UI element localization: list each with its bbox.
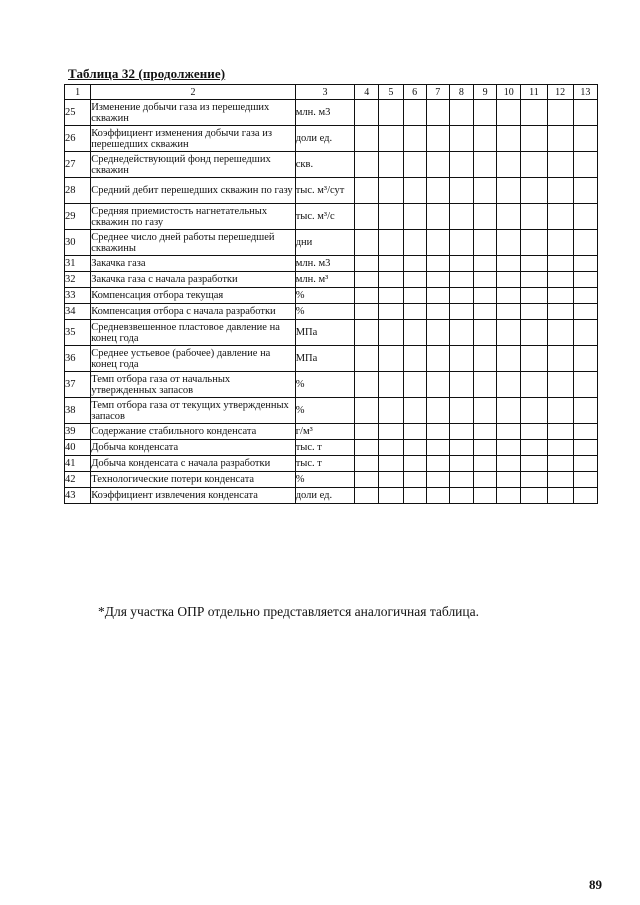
empty-cell <box>547 152 573 178</box>
empty-cell <box>426 100 449 126</box>
empty-cell <box>426 346 449 372</box>
row-name: Технологические потери конденсата <box>91 472 296 488</box>
empty-cell <box>497 424 521 440</box>
table-row <box>65 152 598 178</box>
empty-cell <box>403 398 426 424</box>
empty-cell <box>547 456 573 472</box>
empty-cell <box>449 230 473 256</box>
empty-cell <box>449 456 473 472</box>
empty-cell <box>474 288 497 304</box>
empty-cell <box>403 230 426 256</box>
empty-cell <box>521 398 547 424</box>
row-name: Добыча конденсата <box>91 440 296 456</box>
empty-cell <box>474 100 497 126</box>
empty-cell <box>355 346 379 372</box>
empty-cell <box>474 152 497 178</box>
header-cell: 12 <box>547 85 573 100</box>
row-unit: млн. м³ <box>295 272 354 288</box>
empty-cell <box>547 230 573 256</box>
empty-cell <box>355 204 379 230</box>
row-unit: дни <box>295 230 354 256</box>
empty-cell <box>547 100 573 126</box>
empty-cell <box>573 178 597 204</box>
empty-cell <box>403 456 426 472</box>
empty-cell <box>497 488 521 504</box>
table-row <box>65 372 598 398</box>
row-name: Коэффициент извлечения конденсата <box>91 488 296 504</box>
empty-cell <box>497 152 521 178</box>
row-number: 43 <box>65 488 91 504</box>
header-cell: 9 <box>474 85 497 100</box>
header-cell: 10 <box>497 85 521 100</box>
empty-cell <box>403 256 426 272</box>
row-number: 28 <box>65 178 91 204</box>
empty-cell <box>547 372 573 398</box>
row-name: Закачка газа с начала разработки <box>91 272 296 288</box>
header-cell: 5 <box>379 85 403 100</box>
empty-cell <box>355 488 379 504</box>
row-unit: доли ед. <box>295 488 354 504</box>
empty-cell <box>355 440 379 456</box>
table-row <box>65 398 598 424</box>
header-row <box>65 85 598 100</box>
empty-cell <box>426 372 449 398</box>
empty-cell <box>521 456 547 472</box>
empty-cell <box>497 256 521 272</box>
empty-cell <box>426 126 449 152</box>
row-name: Среднедействующий фонд перешедших скважин <box>91 152 296 178</box>
empty-cell <box>379 178 403 204</box>
empty-cell <box>449 346 473 372</box>
empty-cell <box>449 288 473 304</box>
empty-cell <box>403 304 426 320</box>
header-cell: 6 <box>403 85 426 100</box>
empty-cell <box>449 178 473 204</box>
empty-cell <box>573 152 597 178</box>
empty-cell <box>379 346 403 372</box>
header-cell: 8 <box>449 85 473 100</box>
row-unit: МПа <box>295 346 354 372</box>
empty-cell <box>474 488 497 504</box>
row-number: 27 <box>65 152 91 178</box>
empty-cell <box>521 320 547 346</box>
empty-cell <box>379 272 403 288</box>
empty-cell <box>573 288 597 304</box>
empty-cell <box>379 456 403 472</box>
empty-cell <box>497 346 521 372</box>
row-name: Компенсация отбора с начала разработки <box>91 304 296 320</box>
page-number: 89 <box>589 877 602 892</box>
empty-cell <box>573 424 597 440</box>
empty-cell <box>379 424 403 440</box>
empty-cell <box>426 204 449 230</box>
empty-cell <box>426 488 449 504</box>
empty-cell <box>497 100 521 126</box>
empty-cell <box>426 304 449 320</box>
empty-cell <box>449 152 473 178</box>
empty-cell <box>474 424 497 440</box>
empty-cell <box>426 256 449 272</box>
empty-cell <box>521 272 547 288</box>
footnote: *Для участка ОПР отдельно представляется аналогичная таблица. <box>98 604 479 619</box>
empty-cell <box>403 346 426 372</box>
empty-cell <box>547 304 573 320</box>
empty-cell <box>355 230 379 256</box>
empty-cell <box>379 472 403 488</box>
row-number: 32 <box>65 272 91 288</box>
empty-cell <box>474 372 497 398</box>
empty-cell <box>403 288 426 304</box>
row-name: Темп отбора газа от текущих утвержденных запасов <box>91 398 296 424</box>
empty-cell <box>497 320 521 346</box>
table-row <box>65 204 598 230</box>
empty-cell <box>521 288 547 304</box>
empty-cell <box>547 320 573 346</box>
empty-cell <box>547 288 573 304</box>
row-name: Средневзвешенное пластовое давление на конец года <box>91 320 296 346</box>
empty-cell <box>521 126 547 152</box>
empty-cell <box>521 372 547 398</box>
empty-cell <box>379 256 403 272</box>
row-unit: млн. м3 <box>295 256 354 272</box>
row-number: 31 <box>65 256 91 272</box>
row-unit: % <box>295 398 354 424</box>
row-unit: тыс. т <box>295 456 354 472</box>
empty-cell <box>426 440 449 456</box>
empty-cell <box>521 488 547 504</box>
empty-cell <box>355 256 379 272</box>
empty-cell <box>449 272 473 288</box>
empty-cell <box>379 440 403 456</box>
empty-cell <box>449 204 473 230</box>
empty-cell <box>355 424 379 440</box>
empty-cell <box>547 424 573 440</box>
header-cell: 11 <box>521 85 547 100</box>
empty-cell <box>547 256 573 272</box>
empty-cell <box>355 398 379 424</box>
table-body <box>65 100 598 504</box>
empty-cell <box>521 440 547 456</box>
empty-cell <box>426 152 449 178</box>
row-unit: % <box>295 472 354 488</box>
empty-cell <box>355 288 379 304</box>
header-cell: 2 <box>91 85 296 100</box>
empty-cell <box>474 126 497 152</box>
empty-cell <box>474 204 497 230</box>
row-unit: % <box>295 288 354 304</box>
table-row <box>65 456 598 472</box>
empty-cell <box>449 304 473 320</box>
table-row <box>65 346 598 372</box>
row-number: 41 <box>65 456 91 472</box>
table-row <box>65 178 598 204</box>
row-unit: МПа <box>295 320 354 346</box>
empty-cell <box>521 152 547 178</box>
empty-cell <box>547 488 573 504</box>
row-unit: доли ед. <box>295 126 354 152</box>
empty-cell <box>403 424 426 440</box>
empty-cell <box>521 230 547 256</box>
empty-cell <box>449 372 473 398</box>
empty-cell <box>449 488 473 504</box>
empty-cell <box>379 230 403 256</box>
row-number: 35 <box>65 320 91 346</box>
row-name: Средняя приемистость нагнетательных скважин по газу <box>91 204 296 230</box>
empty-cell <box>355 304 379 320</box>
table-row <box>65 304 598 320</box>
table-row <box>65 320 598 346</box>
empty-cell <box>521 256 547 272</box>
empty-cell <box>521 178 547 204</box>
row-name: Компенсация отбора текущая <box>91 288 296 304</box>
row-number: 26 <box>65 126 91 152</box>
empty-cell <box>547 472 573 488</box>
empty-cell <box>449 440 473 456</box>
empty-cell <box>573 488 597 504</box>
empty-cell <box>497 126 521 152</box>
empty-cell <box>497 440 521 456</box>
row-number: 36 <box>65 346 91 372</box>
row-number: 25 <box>65 100 91 126</box>
empty-cell <box>355 456 379 472</box>
row-name: Добыча конденсата с начала разработки <box>91 456 296 472</box>
empty-cell <box>355 272 379 288</box>
empty-cell <box>547 398 573 424</box>
row-number: 39 <box>65 424 91 440</box>
header-cell: 7 <box>426 85 449 100</box>
table-title: Таблица 32 (продолжение) <box>68 66 226 81</box>
empty-cell <box>449 126 473 152</box>
empty-cell <box>355 152 379 178</box>
empty-cell <box>355 126 379 152</box>
header-cell: 1 <box>65 85 91 100</box>
row-name: Закачка газа <box>91 256 296 272</box>
empty-cell <box>449 398 473 424</box>
empty-cell <box>547 178 573 204</box>
empty-cell <box>403 488 426 504</box>
table-row <box>65 472 598 488</box>
empty-cell <box>497 204 521 230</box>
empty-cell <box>449 472 473 488</box>
empty-cell <box>521 424 547 440</box>
empty-cell <box>403 126 426 152</box>
empty-cell <box>403 372 426 398</box>
empty-cell <box>573 456 597 472</box>
table-row <box>65 288 598 304</box>
empty-cell <box>521 100 547 126</box>
empty-cell <box>426 230 449 256</box>
empty-cell <box>474 256 497 272</box>
empty-cell <box>355 472 379 488</box>
table-row <box>65 272 598 288</box>
empty-cell <box>547 272 573 288</box>
empty-cell <box>573 320 597 346</box>
data-table <box>64 84 598 504</box>
empty-cell <box>403 440 426 456</box>
empty-cell <box>521 346 547 372</box>
empty-cell <box>426 320 449 346</box>
row-unit: тыс. м³/с <box>295 204 354 230</box>
row-name: Коэффициент изменения добычи газа из перешедших скважин <box>91 126 296 152</box>
empty-cell <box>573 304 597 320</box>
table-row <box>65 126 598 152</box>
empty-cell <box>379 126 403 152</box>
empty-cell <box>379 320 403 346</box>
empty-cell <box>379 304 403 320</box>
table-row <box>65 424 598 440</box>
empty-cell <box>474 272 497 288</box>
empty-cell <box>497 456 521 472</box>
empty-cell <box>426 424 449 440</box>
row-name: Среднее число дней работы перешедшей скважины <box>91 230 296 256</box>
empty-cell <box>379 372 403 398</box>
empty-cell <box>573 204 597 230</box>
row-name: Средний дебит перешедших скважин по газу <box>91 178 296 204</box>
row-unit: тыс. м³/сут <box>295 178 354 204</box>
empty-cell <box>497 398 521 424</box>
table-row <box>65 100 598 126</box>
empty-cell <box>497 472 521 488</box>
row-number: 38 <box>65 398 91 424</box>
row-unit: г/м³ <box>295 424 354 440</box>
empty-cell <box>426 472 449 488</box>
empty-cell <box>355 178 379 204</box>
row-name: Содержание стабильного конденсата <box>91 424 296 440</box>
table-row <box>65 256 598 272</box>
empty-cell <box>474 440 497 456</box>
empty-cell <box>403 152 426 178</box>
empty-cell <box>403 100 426 126</box>
empty-cell <box>573 100 597 126</box>
header-cell: 13 <box>573 85 597 100</box>
row-unit: % <box>295 372 354 398</box>
empty-cell <box>474 304 497 320</box>
empty-cell <box>426 272 449 288</box>
empty-cell <box>426 178 449 204</box>
row-number: 30 <box>65 230 91 256</box>
empty-cell <box>379 288 403 304</box>
row-number: 29 <box>65 204 91 230</box>
empty-cell <box>547 346 573 372</box>
empty-cell <box>403 320 426 346</box>
empty-cell <box>573 272 597 288</box>
empty-cell <box>547 440 573 456</box>
row-name: Среднее устьевое (рабочее) давление на конец года <box>91 346 296 372</box>
empty-cell <box>449 320 473 346</box>
row-number: 40 <box>65 440 91 456</box>
empty-cell <box>573 256 597 272</box>
header-cell: 4 <box>355 85 379 100</box>
row-number: 42 <box>65 472 91 488</box>
empty-cell <box>547 204 573 230</box>
row-unit: тыс. т <box>295 440 354 456</box>
empty-cell <box>474 456 497 472</box>
empty-cell <box>403 472 426 488</box>
empty-cell <box>573 230 597 256</box>
row-name: Изменение добычи газа из перешедших скважин <box>91 100 296 126</box>
row-number: 33 <box>65 288 91 304</box>
row-name: Темп отбора газа от начальных утвержденных запасов <box>91 372 296 398</box>
empty-cell <box>521 472 547 488</box>
empty-cell <box>474 398 497 424</box>
empty-cell <box>379 204 403 230</box>
empty-cell <box>497 288 521 304</box>
empty-cell <box>497 178 521 204</box>
empty-cell <box>474 346 497 372</box>
empty-cell <box>474 320 497 346</box>
empty-cell <box>355 320 379 346</box>
empty-cell <box>449 100 473 126</box>
empty-cell <box>497 372 521 398</box>
table-row <box>65 440 598 456</box>
empty-cell <box>573 472 597 488</box>
empty-cell <box>573 346 597 372</box>
empty-cell <box>426 288 449 304</box>
row-unit: % <box>295 304 354 320</box>
empty-cell <box>426 456 449 472</box>
empty-cell <box>573 372 597 398</box>
empty-cell <box>521 304 547 320</box>
empty-cell <box>497 272 521 288</box>
empty-cell <box>573 126 597 152</box>
table-row <box>65 230 598 256</box>
empty-cell <box>573 398 597 424</box>
row-unit: скв. <box>295 152 354 178</box>
empty-cell <box>497 304 521 320</box>
empty-cell <box>474 230 497 256</box>
empty-cell <box>379 488 403 504</box>
empty-cell <box>474 472 497 488</box>
empty-cell <box>521 204 547 230</box>
empty-cell <box>449 256 473 272</box>
empty-cell <box>547 126 573 152</box>
row-number: 34 <box>65 304 91 320</box>
table-row <box>65 488 598 504</box>
header-cell: 3 <box>295 85 354 100</box>
empty-cell <box>426 398 449 424</box>
empty-cell <box>497 230 521 256</box>
empty-cell <box>379 152 403 178</box>
empty-cell <box>474 178 497 204</box>
row-unit: млн. м3 <box>295 100 354 126</box>
empty-cell <box>403 272 426 288</box>
empty-cell <box>573 440 597 456</box>
empty-cell <box>379 398 403 424</box>
empty-cell <box>355 100 379 126</box>
empty-cell <box>355 372 379 398</box>
row-number: 37 <box>65 372 91 398</box>
empty-cell <box>379 100 403 126</box>
empty-cell <box>449 424 473 440</box>
empty-cell <box>403 204 426 230</box>
empty-cell <box>403 178 426 204</box>
